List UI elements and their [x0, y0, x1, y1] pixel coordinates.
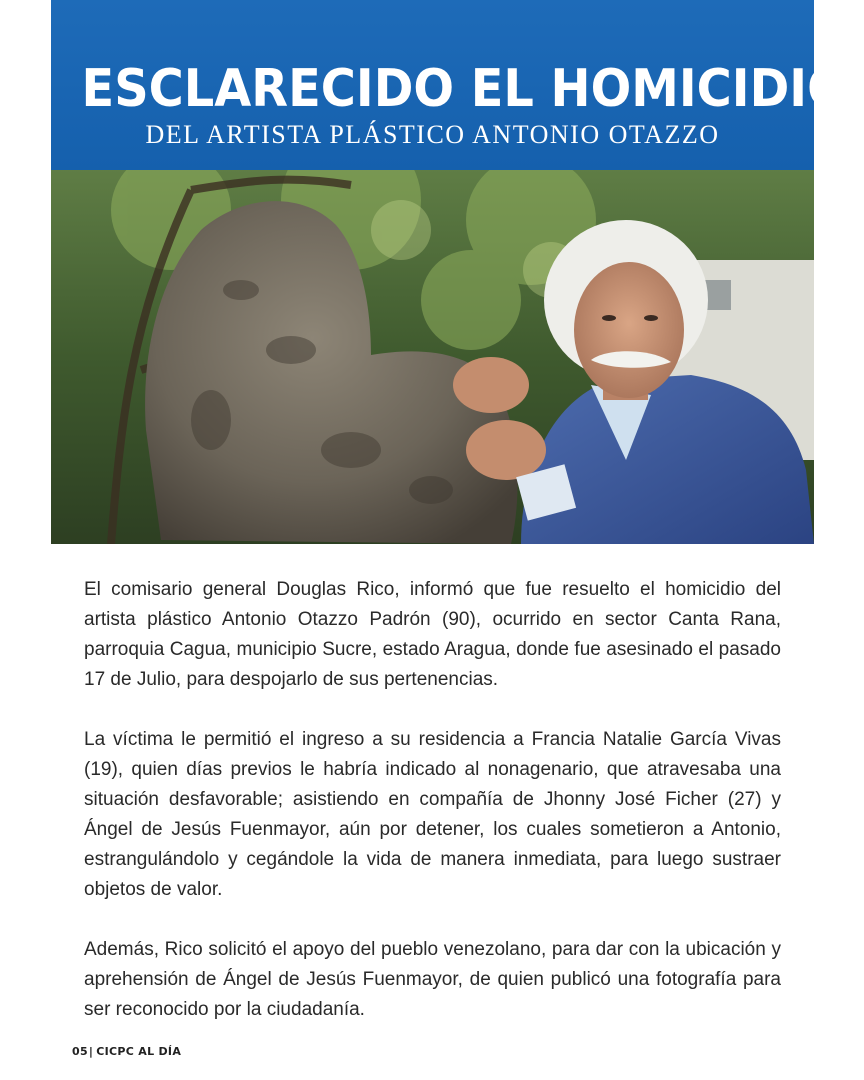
article-photo [51, 170, 814, 544]
article-paragraph-3: Además, Rico solicitó el apoyo del pueblo venezolano, para dar con la ubicación y aprehensión de Ángel de Jesús Fuenmayor, de quien publicó una fotografía para ser reconocido por la ciudadanía. [84, 939, 781, 1020]
page-footer [72, 1045, 181, 1058]
page-number: 05 [72, 1045, 88, 1058]
headline: ESCLARECIDO EL HOMICIDIO [81, 59, 848, 119]
subheadline: DEL ARTISTA PLÁSTICO ANTONIO OTAZZO [145, 120, 720, 149]
publication-name: CICPC AL DÍA [96, 1045, 182, 1058]
article-body [84, 575, 781, 1055]
footer-separator: | [88, 1045, 94, 1058]
article-paragraph-2: La víctima le permitió el ingreso a su residencia a Francia Natalie García Vivas (19), quien días previos le habría indicado al nonagenario, que atravesaba una situación desfavorable; asistiendo en compañía de Jhonny José Ficher (27) y Ángel de Jesús Fuenmayor, aún por detener, los cuales sometieron a Antonio, estrangulándolo y cegándole la vida de manera inmediata, para luego sustraer objetos de valor. [84, 729, 781, 900]
article-paragraph-1: El comisario general Douglas Rico, informó que fue resuelto el homicidio del artista plástico Antonio Otazzo Padrón (90), ocurrido en sector Canta Rana, parroquia Cagua, municipio Sucre, estado Aragua, donde fue asesinado el pasado 17 de Julio, para despojarlo de sus pertenencias. [84, 579, 781, 690]
header-banner [51, 0, 848, 170]
